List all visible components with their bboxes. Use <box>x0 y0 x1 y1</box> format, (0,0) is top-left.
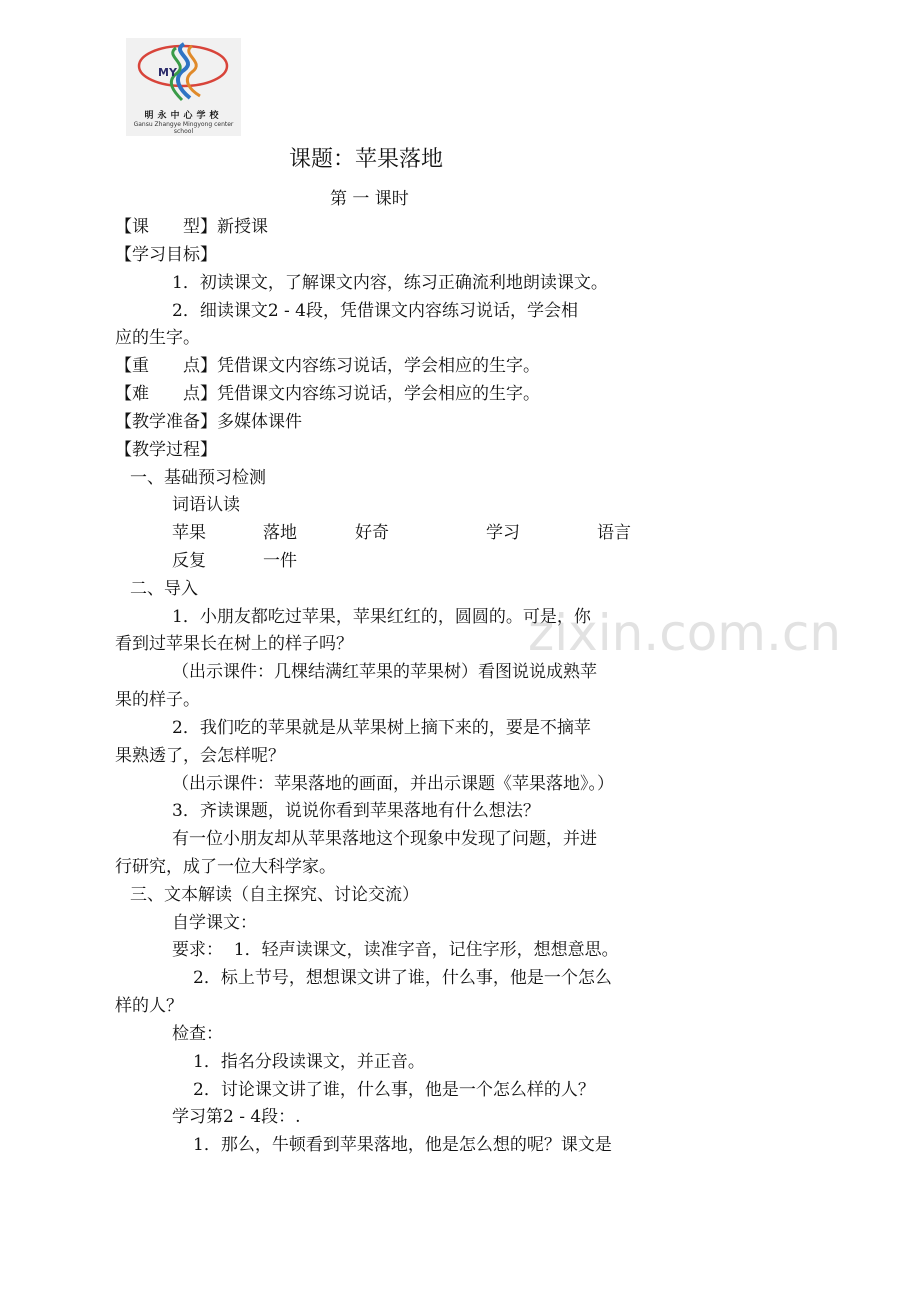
difficult-points: 【难 点】凭借课文内容练习说话，学会相应的生字。 <box>115 384 540 404</box>
paragraph-line: 1．那么，牛顿看到苹果落地，他是怎么想的呢？课文是 <box>193 1135 612 1155</box>
lesson-title: 课题：苹果落地 <box>289 147 444 172</box>
objectives-heading: 【学习目标】 <box>115 245 217 265</box>
paragraph-line: 果熟透了，会怎样呢？ <box>115 746 285 766</box>
paragraph-line: 2．讨论课文讲了谁，什么事，他是一个怎么样的人？ <box>193 1080 595 1100</box>
word-reading-label: 词语认读 <box>172 495 240 515</box>
objective-item-cont: 应的生字。 <box>115 328 200 348</box>
lesson-type: 【课 型】新授课 <box>115 217 268 237</box>
lesson-period: 第 一 课时 <box>330 189 409 209</box>
paragraph-line: 样的人？ <box>115 996 183 1016</box>
paragraph-line: 1．指名分段读课文，并正音。 <box>193 1052 425 1072</box>
paragraph-line: 学习第2 - 4段：. <box>172 1107 301 1127</box>
section-heading-2: 二、导入 <box>130 579 198 599</box>
watermark: zixin.com.cn <box>528 604 842 662</box>
paragraph-line: 1．小朋友都吃过苹果，苹果红红的，圆圆的。可是，你 <box>172 607 591 627</box>
vocab-word: 一件 <box>263 551 297 571</box>
paragraph-line: 行研究，成了一位大科学家。 <box>115 857 336 877</box>
paragraph-line: 果的样子。 <box>115 690 200 710</box>
vocab-word: 好奇 <box>355 523 389 543</box>
paragraph-line: 2．我们吃的苹果就是从苹果树上摘下来的，要是不摘苹 <box>172 718 591 738</box>
objective-item: 1．初读课文，了解课文内容，练习正确流利地朗读课文。 <box>172 273 608 293</box>
key-points: 【重 点】凭借课文内容练习说话，学会相应的生字。 <box>115 356 540 376</box>
paragraph-line: （出示课件：几棵结满红苹果的苹果树）看图说说成熟苹 <box>172 662 597 682</box>
paragraph-line: 有一位小朋友却从苹果落地这个现象中发现了问题，并进 <box>172 829 597 849</box>
paragraph-line: 3．齐读课题，说说你看到苹果落地有什么想法？ <box>172 801 540 821</box>
vocab-word: 反复 <box>172 551 206 571</box>
vocab-word: 苹果 <box>172 523 206 543</box>
paragraph-line: 要求： 1．轻声读课文，读准字音，记住字形，想想意思。 <box>172 940 619 960</box>
logo-school-name-cn: 明永中心学校 <box>144 111 223 121</box>
vocab-word: 语言 <box>597 523 631 543</box>
school-emblem-icon <box>136 38 231 108</box>
process-heading: 【教学过程】 <box>115 440 217 460</box>
section-heading-3: 三、文本解读（自主探究、讨论交流） <box>130 885 419 905</box>
teaching-preparation: 【教学准备】多媒体课件 <box>115 412 302 432</box>
vocab-word: 落地 <box>263 523 297 543</box>
section-heading-1: 一、基础预习检测 <box>130 468 266 488</box>
svg-text:MY: MY <box>158 66 177 79</box>
logo-school-name-en: Gansu Zhangye Mingyong center school <box>133 121 234 135</box>
paragraph-line: （出示课件：苹果落地的画面，并出示课题《苹果落地》。） <box>172 774 614 794</box>
paragraph-line: 2．标上节号，想想课文讲了谁，什么事，他是一个怎么 <box>193 968 612 988</box>
paragraph-line: 自学课文： <box>172 913 257 933</box>
school-logo <box>126 38 241 136</box>
paragraph-line: 看到过苹果长在树上的样子吗？ <box>115 634 353 654</box>
paragraph-line: 检查： <box>172 1024 223 1044</box>
objective-item: 2．细读课文2 - 4段，凭借课文内容练习说话，学会相 <box>172 301 578 321</box>
vocab-word: 学习 <box>486 523 520 543</box>
